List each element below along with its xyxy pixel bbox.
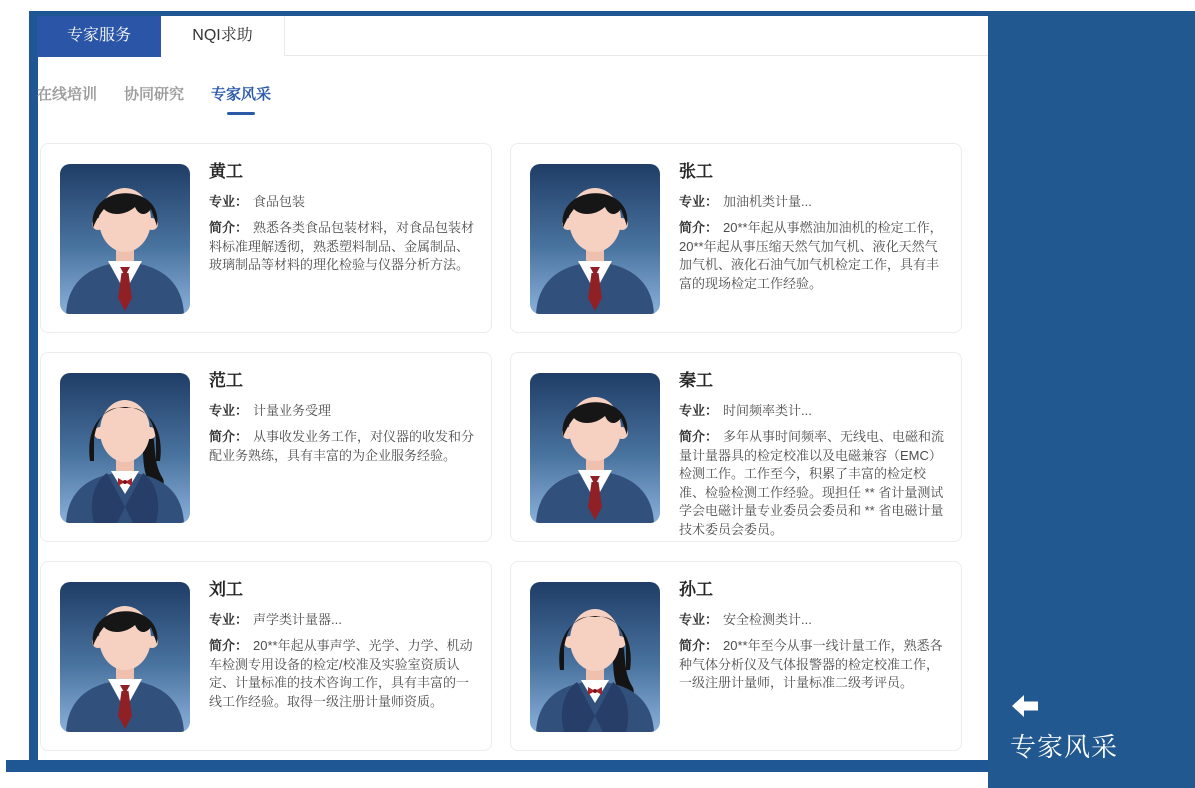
expert-card[interactable] — [40, 561, 492, 751]
major-label: 专业： — [679, 194, 719, 209]
expert-intro — [679, 428, 948, 539]
expert-intro-text: 从事收发业务工作，对仪器的收发和分配业务熟练，具有丰富的为企业服务经验。 — [209, 429, 475, 463]
major-label: 专业： — [209, 403, 249, 418]
expert-avatar — [60, 373, 190, 523]
expert-avatar — [530, 582, 660, 732]
frame-bottom-bar — [6, 760, 988, 772]
expert-avatar — [530, 164, 660, 314]
expert-major-line — [209, 402, 478, 420]
expert-avatar — [60, 582, 190, 732]
expert-name: 秦工 — [679, 371, 713, 390]
expert-major: 计量业务受理 — [253, 403, 332, 418]
expert-avatar — [530, 373, 660, 523]
expert-major-line — [209, 611, 478, 629]
frame-left-border — [29, 11, 38, 771]
expert-major: 加油机类计量... — [723, 194, 812, 209]
subtab-collaborative-research[interactable] — [124, 83, 184, 115]
intro-label: 简介： — [209, 429, 249, 444]
female-avatar-illustration — [60, 373, 190, 523]
female-avatar-illustration — [530, 582, 660, 732]
expert-major: 时间频率类计... — [723, 403, 812, 418]
expert-intro — [679, 637, 948, 693]
intro-label: 简介： — [209, 638, 249, 653]
active-underline — [227, 112, 255, 115]
expert-card[interactable] — [40, 352, 492, 542]
sub-tab-bar — [37, 83, 271, 115]
expert-name: 范工 — [209, 371, 243, 390]
expert-card-grid — [40, 143, 962, 751]
expert-card[interactable] — [510, 561, 962, 751]
major-label: 专业： — [209, 194, 249, 209]
expert-info — [679, 579, 948, 693]
tab-nqi-help[interactable]: NQI求助 — [161, 16, 285, 56]
expert-intro-text: 20**年至今从事一线计量工作，熟悉各种气体分析仪及气体报警器的检定校准工作，一级注册计量师，计量标准二级考评员。 — [679, 638, 943, 690]
top-tab-bar — [37, 16, 988, 56]
expert-intro — [209, 637, 478, 711]
side-panel-label: 专家风采 — [1010, 732, 1119, 762]
expert-intro-text: 熟悉各类食品包装材料，对食品包装材料标准理解透彻，熟悉塑料制品、金属制品、玻璃制品等材料的理化检验与仪器分析方法。 — [209, 220, 475, 272]
expert-major-line — [679, 402, 948, 420]
subtab-expert-style[interactable] — [211, 83, 271, 115]
expert-card[interactable] — [510, 352, 962, 542]
expert-major: 食品包装 — [253, 194, 306, 209]
expert-major-line — [679, 193, 948, 211]
major-label: 专业： — [209, 612, 249, 627]
expert-name: 张工 — [679, 162, 713, 181]
expert-intro — [679, 219, 948, 293]
male-avatar-illustration — [60, 582, 190, 732]
side-panel-expert-style[interactable] — [988, 11, 1195, 788]
tab-expert-service[interactable]: 专家服务 — [37, 16, 161, 57]
expert-intro-text: 20**年起从事声学、光学、力学、机动车检测专用设备的检定/校准及实验室资质认定、计量标准的技术咨询工作，具有丰富的一线工作经验。取得一级注册计量师资质。 — [209, 638, 473, 709]
expert-major-line — [679, 611, 948, 629]
expert-avatar — [60, 164, 190, 314]
expert-info — [209, 579, 478, 711]
subtab-online-training[interactable] — [37, 83, 97, 115]
expert-intro — [209, 219, 478, 275]
subtab-label: 协同研究 — [124, 86, 185, 103]
expert-intro — [209, 428, 478, 465]
major-label: 专业： — [679, 403, 719, 418]
expert-major: 安全检测类计... — [723, 612, 812, 627]
subtab-label: 专家风采 — [211, 86, 272, 103]
expert-intro-text: 多年从事时间频率、无线电、电磁和流量计量器具的检定校准以及电磁兼容（EMC）检测工作。工作至今，积累了丰富的检定校准、检验检测工作经验。现担任 ** 省计量测试学会电磁计量专业委员会委员和 ** 省电磁计量技术委员会委员。 — [679, 429, 945, 537]
expert-info — [209, 161, 478, 275]
intro-label: 简介： — [679, 220, 719, 235]
intro-label: 简介： — [679, 429, 719, 444]
expert-intro-text: 20**年起从事燃油加油机的检定工作，20**年起从事压缩天然气加气机、液化天然气加气机、液化石油气加气机检定工作，具有丰富的现场检定工作经验。 — [679, 220, 943, 291]
male-avatar-illustration — [60, 164, 190, 314]
expert-name: 黄工 — [209, 162, 243, 181]
major-label: 专业： — [679, 612, 719, 627]
intro-label: 简介： — [679, 638, 719, 653]
male-avatar-illustration — [530, 373, 660, 523]
expert-card[interactable] — [510, 143, 962, 333]
expert-info — [679, 161, 948, 293]
subtab-label: 在线培训 — [37, 86, 98, 103]
expert-info — [679, 370, 948, 539]
expert-name: 孙工 — [679, 580, 713, 599]
expert-card[interactable] — [40, 143, 492, 333]
arrow-left-icon[interactable] — [1012, 695, 1038, 717]
expert-name: 刘工 — [209, 580, 243, 599]
expert-major: 声学类计量器... — [253, 612, 342, 627]
male-avatar-illustration — [530, 164, 660, 314]
expert-major-line — [209, 193, 478, 211]
intro-label: 简介： — [209, 220, 249, 235]
expert-info — [209, 370, 478, 465]
